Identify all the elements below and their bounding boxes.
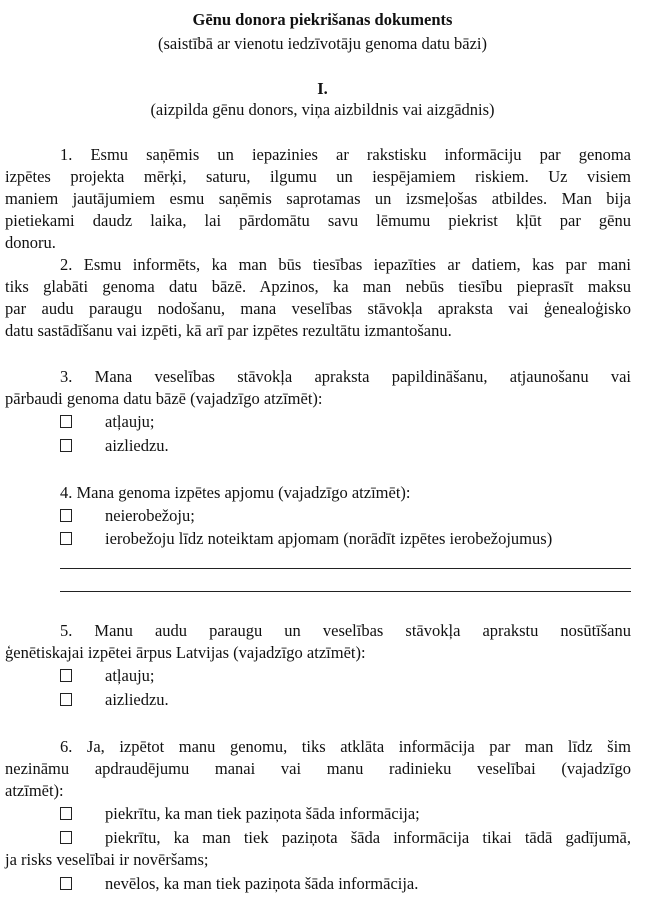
section-number: I.	[317, 79, 328, 98]
p1-line: maniem jautājumiem esmu saņēmis saprotamas un izsmeļošas atbildes. Man bija	[5, 189, 631, 208]
p1-line: 1. Esmu saņēmis un iepazinies ar rakstisku informāciju par genoma	[60, 145, 631, 164]
q6-line: atzīmēt):	[5, 781, 64, 800]
q3-option-deny[interactable]	[60, 435, 169, 458]
fill-in-line[interactable]	[60, 568, 631, 569]
p2-line: 2. Esmu informēts, ka man būs tiesības iepazīties ar datiem, kas par mani	[60, 255, 631, 274]
checkbox[interactable]	[60, 831, 72, 844]
option-label: piekrītu, ka man tiek paziņota šāda informācija tikai tādā gadījumā,	[105, 828, 631, 847]
option-label: ierobežoju līdz noteiktam apjomam (norādīt izpētes ierobežojumus)	[105, 529, 553, 548]
q6-option-agree-if-preventable[interactable]	[60, 827, 631, 850]
q3-line: pārbaudi genoma datu bāzē (vajadzīgo atzīmēt):	[5, 389, 323, 408]
checkbox[interactable]	[60, 693, 72, 706]
checkbox[interactable]	[60, 807, 72, 820]
option-label: aizliedzu.	[105, 690, 169, 709]
p2-line: tiks glabāti genoma datu bāzē. Apzinos, ka man nebūs tiesību pieprasīt maksu	[5, 277, 631, 296]
document-title: Gēnu donora piekrišanas dokuments	[192, 10, 453, 29]
q6-option-continuation: ja risks veselībai ir novēršams;	[5, 850, 209, 869]
p1-line: izpētes projekta mērķi, saturu, ilgumu un iespējamiem riskiem. Uz visiem	[5, 167, 631, 186]
option-label: nevēlos, ka man tiek paziņota šāda informācija.	[105, 874, 419, 893]
q3-option-allow[interactable]	[60, 411, 154, 434]
p2-line: par audu paraugu nodošanu, mana veselības stāvokļa apraksta vai ģenealoģisko	[5, 299, 631, 318]
option-label: aizliedzu.	[105, 436, 169, 455]
q6-option-agree[interactable]	[60, 803, 420, 826]
section-note: (aizpilda gēnu donors, viņa aizbildnis vai aizgādnis)	[150, 100, 495, 119]
p2-line: datu sastādīšanu vai izpēti, kā arī par izpētes rezultātu izmantošanu.	[5, 321, 452, 340]
option-label: piekrītu, ka man tiek paziņota šāda informācija;	[105, 804, 420, 823]
option-label: neierobežoju;	[105, 506, 195, 525]
checkbox[interactable]	[60, 509, 72, 522]
q5-option-deny[interactable]	[60, 689, 169, 712]
q5-option-allow[interactable]	[60, 665, 154, 688]
p1-line: pietiekami daudz laika, lai pārdomātu savu lēmumu piekrist kļūt par gēnu	[5, 211, 631, 230]
q4-option-unlimited[interactable]	[60, 505, 195, 528]
checkbox[interactable]	[60, 877, 72, 890]
q5-line: ģenētiskajai izpētei ārpus Latvijas (vajadzīgo atzīmēt):	[5, 643, 366, 662]
q3-line: 3. Mana veselības stāvokļa apraksta papildināšanu, atjaunošanu vai	[60, 367, 631, 386]
document-subtitle: (saistībā ar vienotu iedzīvotāju genoma datu bāzi)	[158, 34, 487, 53]
option-label: atļauju;	[105, 666, 155, 685]
checkbox[interactable]	[60, 532, 72, 545]
q5-line: 5. Manu audu paraugu un veselības stāvokļa aprakstu nosūtīšanu	[60, 621, 631, 640]
q6-line: 6. Ja, izpētot manu genomu, tiks atklāta informācija par man līdz šim	[60, 737, 631, 756]
q6-line: nezināmu apdraudējumu manai vai manu radinieku veselībai (vajadzīgo	[5, 759, 631, 778]
option-label: atļauju;	[105, 412, 155, 431]
q4-line: 4. Mana genoma izpētes apjomu (vajadzīgo atzīmēt):	[60, 483, 411, 502]
fill-in-line[interactable]	[60, 591, 631, 592]
checkbox[interactable]	[60, 415, 72, 428]
q4-option-limited[interactable]	[60, 528, 552, 551]
q6-option-decline[interactable]	[60, 873, 418, 896]
checkbox[interactable]	[60, 669, 72, 682]
p1-line: donoru.	[5, 233, 56, 252]
checkbox[interactable]	[60, 439, 72, 452]
